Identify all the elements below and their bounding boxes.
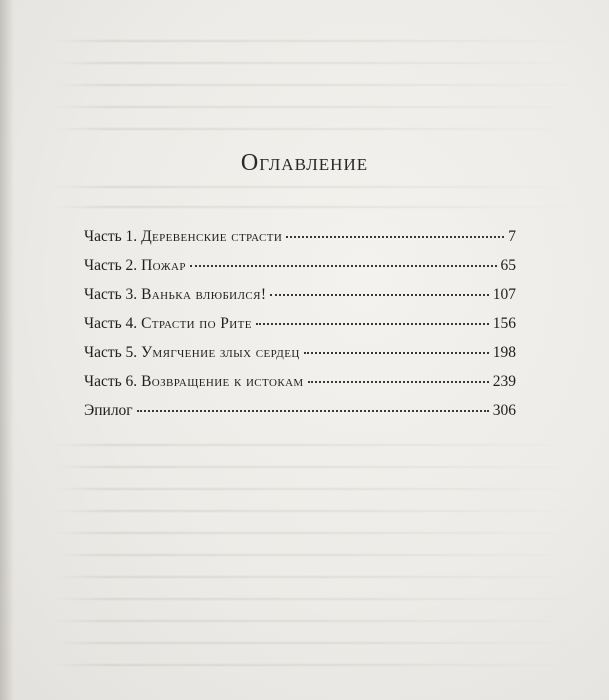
toc-part-title: Страсти по Рите (141, 315, 252, 332)
dot-leader (286, 235, 504, 238)
toc-page-number: 107 (492, 286, 516, 303)
bleed-through-line (55, 186, 575, 188)
toc-part-number: Часть 5. (84, 344, 138, 361)
toc-part-number: Часть 3. (84, 286, 138, 303)
toc-part-title: Умягчение злых сердец (141, 344, 300, 361)
toc-page-number: 198 (492, 344, 516, 361)
bleed-through-line (55, 206, 575, 208)
bleed-through-line (55, 598, 575, 600)
bleed-through-line (55, 576, 575, 578)
toc-part-title: Деревенские страсти (141, 228, 283, 245)
toc-entry-label (84, 280, 266, 309)
page-title: Оглавление (240, 150, 369, 176)
toc-part-title: Возвращение к истокам (141, 373, 304, 390)
toc-entry (84, 280, 516, 309)
toc-part-title: Эпилог (84, 402, 133, 419)
toc-part-title: Пожар (141, 257, 186, 274)
toc-entry (84, 309, 516, 338)
dot-leader (190, 264, 497, 267)
toc-entry (84, 251, 516, 280)
bleed-through-line (55, 510, 575, 512)
table-of-contents (84, 222, 516, 425)
bleed-through-line (55, 532, 575, 534)
dot-leader (270, 293, 488, 296)
toc-entry (84, 222, 516, 251)
bleed-through-line (55, 620, 575, 622)
toc-entry (84, 367, 516, 396)
dot-leader (256, 322, 489, 325)
toc-part-number: Часть 4. (84, 315, 138, 332)
toc-entry-label (84, 396, 133, 425)
bleed-through-line (55, 554, 575, 556)
bleed-through-line (55, 128, 575, 130)
bleed-through-line (55, 106, 575, 108)
bleed-through-line (55, 488, 575, 490)
bleed-through-line (55, 84, 575, 86)
bleed-through-line (55, 466, 575, 468)
page-gutter-shadow (0, 0, 14, 700)
toc-page-number: 156 (492, 315, 516, 332)
toc-page-number: 239 (492, 373, 516, 390)
toc-page-number: 306 (492, 402, 516, 419)
toc-page-number: 7 (508, 228, 516, 245)
bleed-through-line (55, 62, 575, 64)
toc-entry-label (84, 251, 186, 280)
toc-entry (84, 338, 516, 367)
dot-leader (308, 380, 489, 383)
toc-part-title: Ванька влюбился! (141, 286, 267, 303)
toc-entry-label (84, 338, 300, 367)
dot-leader (137, 409, 489, 412)
bleed-through-line (55, 444, 575, 446)
toc-entry-label (84, 309, 252, 338)
toc-part-number: Часть 2. (84, 257, 138, 274)
bleed-through-line (55, 40, 575, 42)
dot-leader (304, 351, 489, 354)
toc-entry-label (84, 222, 282, 251)
bleed-through-line (55, 664, 575, 666)
toc-page-number: 65 (500, 257, 516, 274)
toc-part-number: Часть 1. (84, 228, 138, 245)
toc-entry-epilogue (84, 396, 516, 425)
toc-entry-label (84, 367, 304, 396)
toc-part-number: Часть 6. (84, 373, 138, 390)
bleed-through-line (55, 642, 575, 644)
